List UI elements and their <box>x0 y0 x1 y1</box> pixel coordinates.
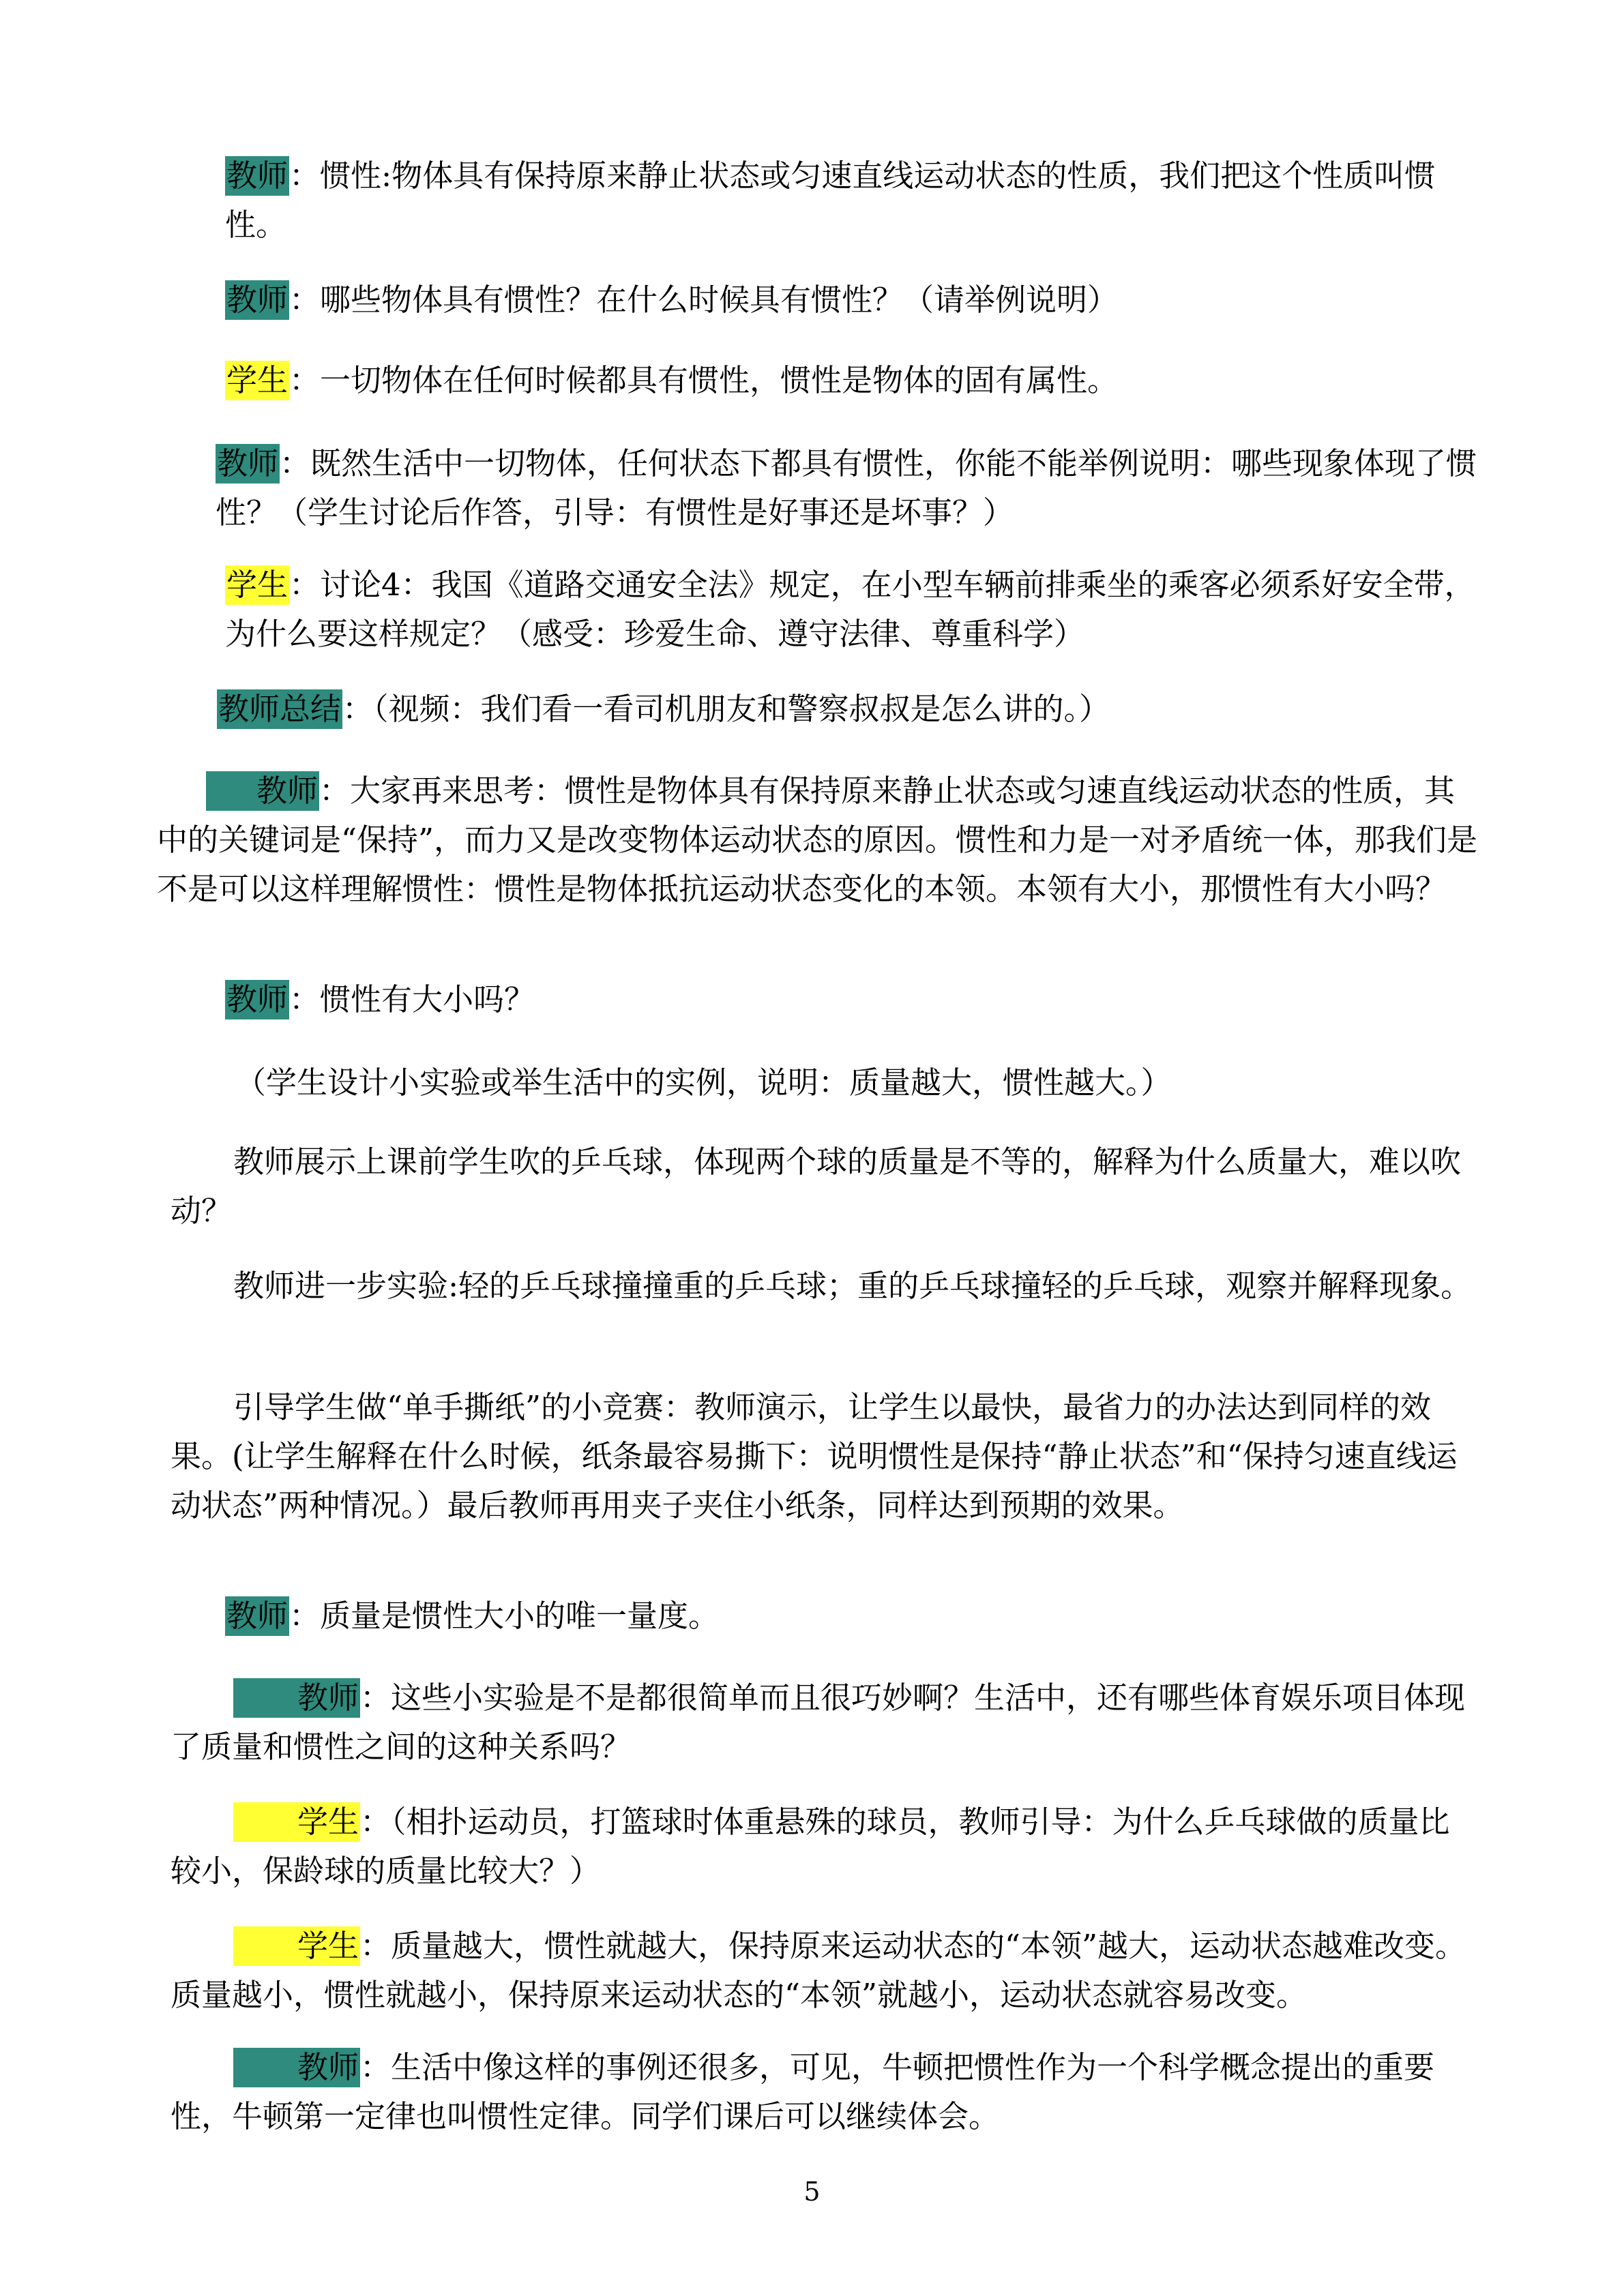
speaker-separator: ： <box>360 2049 392 2085</box>
paragraph <box>171 1262 1480 1311</box>
paragraph-text: （学生设计小实验或举生活中的实例，说明：质量越大，惯性越大。） <box>235 1064 1172 1101</box>
speaker-tag: 教师 <box>225 1596 289 1636</box>
paragraph <box>171 2043 1480 2141</box>
speaker-tag: 学生 <box>233 1802 360 1842</box>
speaker-tag: 教师 <box>225 980 289 1019</box>
paragraph-text: （视频：我们看一看司机朋友和警察叔叔是怎么讲的。） <box>373 691 1110 727</box>
paragraph <box>157 766 1480 914</box>
page-number: 5 <box>803 2177 821 2207</box>
speaker-separator: ： <box>342 691 374 727</box>
paragraph <box>171 1922 1480 2020</box>
paragraph <box>171 1798 1480 1896</box>
speaker-separator: ： <box>360 1680 392 1716</box>
paragraph <box>225 356 1480 405</box>
paragraph-text: 一切物体在任何时候都具有惯性，惯性是物体的固有属性。 <box>320 362 1119 398</box>
paragraph-text: 惯性有大小吗？ <box>320 981 535 1017</box>
paragraph <box>225 975 1480 1024</box>
paragraph-text: 这些小实验是不是都很简单而且很巧妙啊？生活中，还有哪些体育娱乐项目体现了质量和惯性之间的这种关系吗？ <box>171 1680 1466 1765</box>
paragraph <box>225 1592 1480 1641</box>
speaker-separator: ： <box>289 1598 321 1634</box>
speaker-separator: ： <box>289 981 321 1017</box>
paragraph-text: 质量越大，惯性就越大，保持原来运动状态的“本领”越大，运动状态越难改变。质量越小，惯性就越小，保持原来运动状态的“本领”就越小，运动状态就容易改变。 <box>171 1928 1466 2013</box>
speaker-tag: 教师 <box>225 156 289 196</box>
paragraph-text: （相扑运动员，打篮球时体重悬殊的球员，教师引导：为什么乒乓球做的质量比较小，保龄球的质量比较大？） <box>171 1804 1450 1889</box>
speaker-separator: ： <box>289 362 321 398</box>
paragraph <box>171 1673 1480 1772</box>
speaker-tag: 学生 <box>225 565 289 605</box>
paragraph-text: 教师展示上课前学生吹的乒乓球，体现两个球的质量是不等的，解释为什么质量大，难以吹动？ <box>171 1144 1462 1229</box>
speaker-tag: 学生 <box>233 1926 360 1966</box>
speaker-tag: 教师 <box>206 771 319 811</box>
paragraph-text: 惯性:物体具有保持原来静止状态或匀速直线运动状态的性质，我们把这个性质叫惯性。 <box>225 158 1436 243</box>
paragraph <box>235 1058 1490 1107</box>
speaker-tag: 教师 <box>216 444 280 483</box>
paragraph <box>225 275 1480 325</box>
speaker-separator: ： <box>289 282 321 318</box>
paragraph <box>171 1383 1480 1530</box>
paragraph <box>216 439 1480 537</box>
speaker-tag: 教师 <box>233 2048 360 2087</box>
paragraph-text: 引导学生做“单手撕纸”的小竞赛：教师演示，让学生以最快，最省力的办法达到同样的效果。(让学生解释在什么时候，纸条最容易撕下：说明惯性是保持“静止状态”和“保持匀速直线运动状态”两种情况。）最后教师再用夹子夹住小纸条，同样达到预期的效果。 <box>171 1389 1458 1523</box>
speaker-tag: 教师总结 <box>217 689 342 729</box>
speaker-tag: 教师 <box>233 1678 360 1718</box>
paragraph-text: 大家再来思考：惯性是物体具有保持原来静止状态或匀速直线运动状态的性质，其中的关键词是“保持”，而力又是改变物体运动状态的原因。惯性和力是一对矛盾统一体，那我们是不是可以这样理解惯性：惯性是物体抵抗运动状态变化的本领。本领有大小，那惯性有大小吗？ <box>157 773 1478 907</box>
speaker-tag: 教师 <box>225 280 289 320</box>
paragraph <box>225 561 1480 659</box>
paragraph-text: 生活中像这样的事例还很多，可见，牛顿把惯性作为一个科学概念提出的重要性，牛顿第一定律也叫惯性定律。同学们课后可以继续体会。 <box>171 2049 1435 2134</box>
paragraph <box>225 151 1480 250</box>
speaker-separator: ： <box>280 445 311 481</box>
paragraph-text: 讨论4：我国《道路交通安全法》规定，在小型车辆前排乘坐的乘客必须系好安全带，为什么要这样规定？（感受：珍爱生命、遵守法律、尊重科学） <box>225 567 1475 652</box>
speaker-separator: ： <box>289 567 321 603</box>
speaker-tag: 学生 <box>225 361 289 400</box>
paragraph-text: 既然生活中一切物体，任何状态下都具有惯性，你能不能举例说明：哪些现象体现了惯性？（学生讨论后作答，引导：有惯性是好事还是坏事？） <box>216 445 1477 531</box>
speaker-separator: ： <box>289 158 321 194</box>
paragraph-text: 教师进一步实验:轻的乒乓球撞撞重的乒乓球；重的乒乓球撞轻的乒乓球，观察并解释现象。 <box>233 1268 1472 1304</box>
speaker-separator: ： <box>360 1928 392 1964</box>
paragraph-text: 质量是惯性大小的唯一量度。 <box>320 1598 720 1634</box>
paragraph <box>217 685 1472 734</box>
paragraph <box>171 1137 1480 1236</box>
speaker-separator: ： <box>360 1804 392 1840</box>
paragraph-text: 哪些物体具有惯性？在什么时候具有惯性？（请举例说明） <box>320 282 1119 318</box>
speaker-separator: ： <box>319 773 351 809</box>
